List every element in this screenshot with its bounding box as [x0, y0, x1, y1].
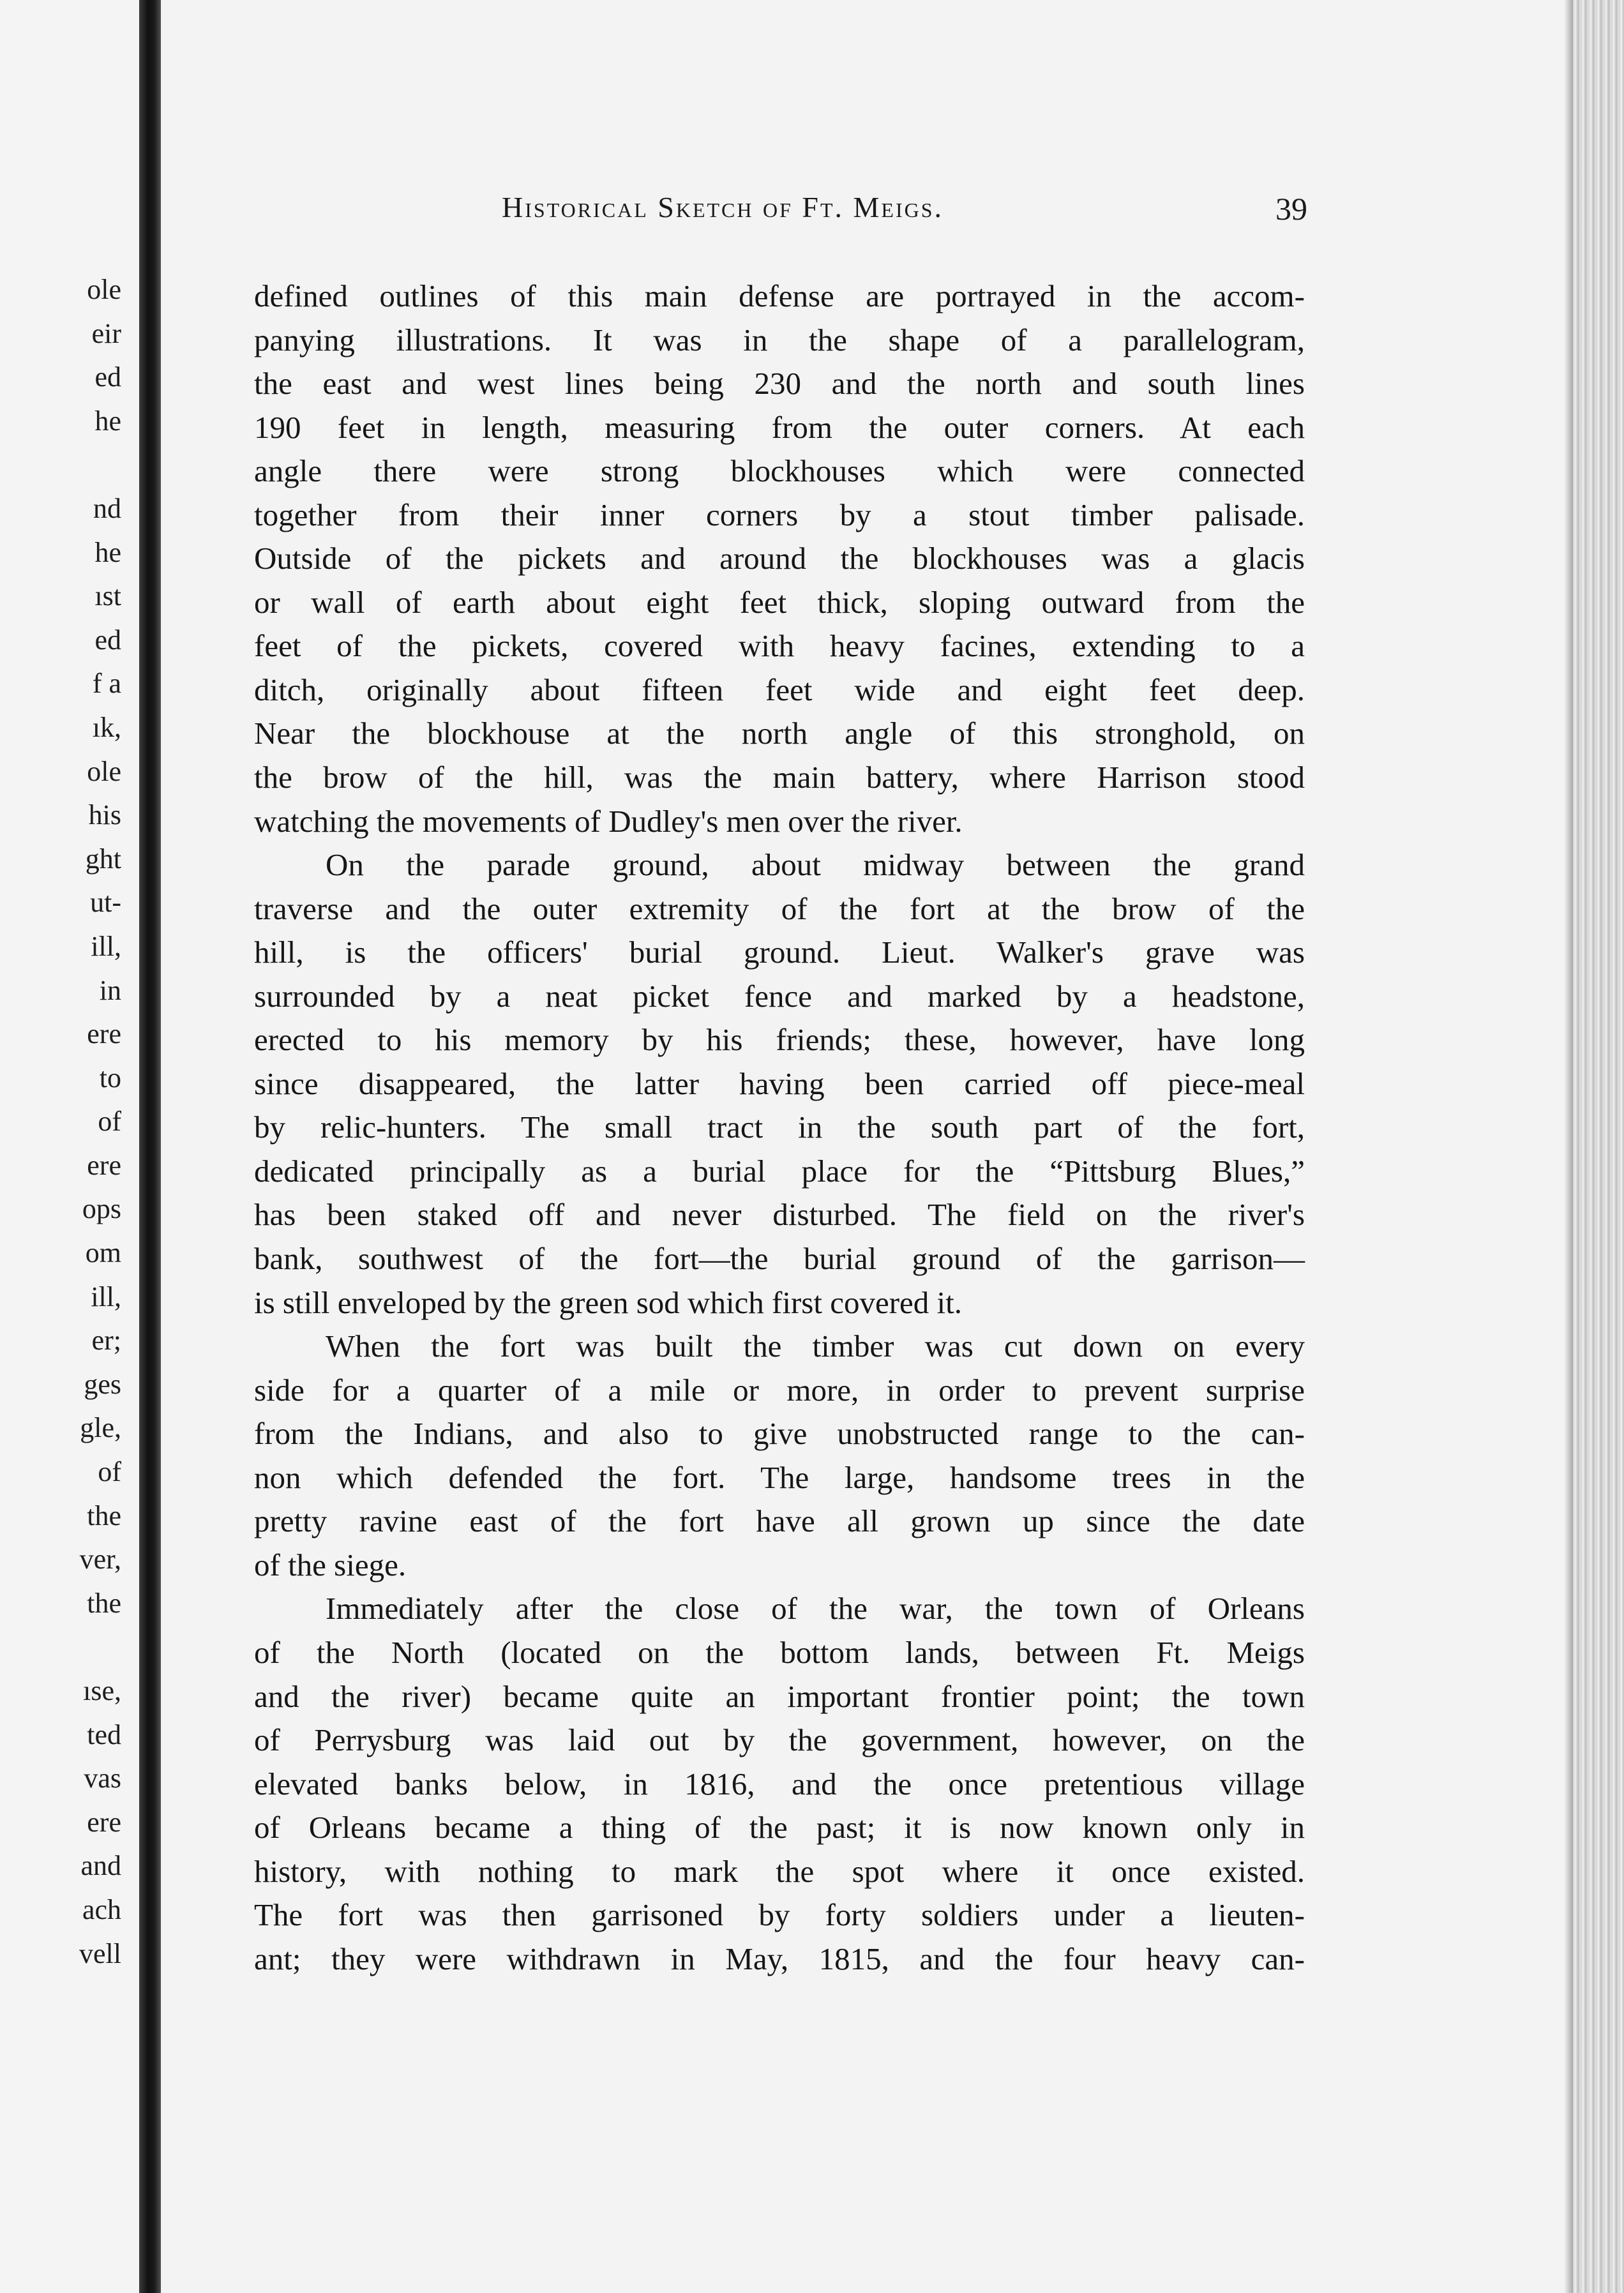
text-line: the east and west lines being 230 and the north and south lines	[254, 366, 1305, 402]
text-line: from the Indians, and also to give unobstructed range to the can-	[254, 1416, 1305, 1452]
text-line: ant; they were withdrawn in May, 1815, and the four heavy can-	[254, 1941, 1305, 1976]
facing-page-fragment: ach	[82, 1893, 121, 1925]
text-line: Outside of the pickets and around the blockhouses was a glacis	[254, 541, 1305, 576]
facing-page-fragment: f a	[92, 668, 121, 700]
body-text	[254, 274, 1305, 1981]
text-line: history, with nothing to mark the spot where it once existed.	[254, 1853, 1305, 1889]
facing-page-fragment: ill,	[91, 930, 121, 962]
book-gutter	[139, 0, 161, 2293]
text-line: Immediately after the close of the war, the town of Orleans	[326, 1591, 1305, 1627]
facing-page-fragment: of	[98, 1106, 121, 1138]
facing-page-fragment: gle,	[80, 1412, 121, 1444]
facing-page-fragment: he	[94, 405, 121, 437]
text-line: watching the movements of Dudley's men over the river.	[254, 803, 963, 839]
facing-page-fragment: ole	[87, 755, 121, 787]
facing-page-fragment: ops	[82, 1193, 121, 1225]
text-line: since disappeared, the latter having been carried off piece-meal	[254, 1065, 1305, 1101]
facing-page-fragment: ed	[94, 361, 121, 393]
text-line: surrounded by a neat picket fence and marked by a headstone,	[254, 978, 1305, 1014]
facing-page-fragment: ere	[87, 1806, 121, 1838]
text-line: traverse and the outer extremity of the fort at the brow of the	[254, 891, 1305, 926]
text-line: non which defended the fort. The large, handsome trees in the	[254, 1459, 1305, 1495]
text-line: of the siege.	[254, 1547, 407, 1583]
facing-page-fragment	[0, 1625, 121, 1669]
facing-page-fragment: the	[87, 1500, 121, 1531]
facing-page-fragment: ges	[84, 1368, 121, 1400]
text-line: elevated banks below, in 1816, and the once pretentious village	[254, 1766, 1305, 1801]
facing-page-fragment: and	[80, 1850, 121, 1882]
text-line: angle there were strong blockhouses which were connected	[254, 453, 1305, 489]
text-line: is still enveloped by the green sod which first covered it.	[254, 1284, 963, 1320]
page-number: 39	[1275, 191, 1307, 227]
text-line: hill, is the officers' burial ground. Lieut. Walker's grave was	[254, 935, 1305, 970]
facing-page-fragment: ut-	[90, 887, 121, 919]
facing-page-fragment: eir	[91, 317, 121, 349]
text-line: by relic-hunters. The small tract in the south part of the fort,	[254, 1109, 1305, 1145]
facing-page-fragment: nd	[93, 492, 121, 524]
text-line: Near the blockhouse at the north angle of this stronghold, on	[254, 716, 1305, 751]
facing-page-fragment: ght	[85, 843, 121, 875]
text-line: The fort was then garrisoned by forty soldiers under a lieuten-	[254, 1897, 1305, 1933]
text-line: and the river) became quite an important frontier point; the town	[254, 1678, 1305, 1714]
text-line: of Orleans became a thing of the past; it is now known only in	[254, 1810, 1305, 1846]
text-line: the brow of the hill, was the main battery, where Harrison stood	[254, 760, 1305, 795]
text-line: side for a quarter of a mile or more, in order to prevent surprise	[254, 1372, 1305, 1408]
text-line: of Perrysburg was laid out by the government, however, on the	[254, 1722, 1305, 1758]
text-line: panying illustrations. It was in the shape of a parallelogram,	[254, 322, 1305, 357]
facing-page-fragment: the	[87, 1587, 121, 1619]
running-head: Historical Sketch of Ft. Meigs.	[502, 191, 944, 223]
text-line: On the parade ground, about midway between the grand	[326, 847, 1305, 883]
facing-page-fragment: ere	[87, 1018, 121, 1050]
facing-page-fragment: om	[85, 1237, 121, 1269]
facing-page-fragment: his	[88, 799, 121, 831]
facing-page-fragment: ver,	[79, 1544, 121, 1575]
facing-page-fragment: ık,	[92, 711, 121, 743]
facing-page-fragment: ıse,	[83, 1675, 121, 1706]
text-line: bank, southwest of the fort—the burial ground of the garrison—	[254, 1241, 1305, 1277]
facing-page-fragment: ole	[87, 274, 121, 305]
text-line: of the North (located on the bottom lands, between Ft. Meigs	[254, 1634, 1305, 1670]
facing-page-fragment: ed	[94, 624, 121, 656]
text-line: When the fort was built the timber was cut down on every	[326, 1328, 1305, 1364]
facing-page-fragment: er;	[91, 1325, 121, 1357]
facing-page-fragment: in	[99, 974, 121, 1006]
text-line: or wall of earth about eight feet thick, sloping outward from the	[254, 584, 1305, 620]
facing-page-fragment: ıst	[94, 580, 121, 612]
facing-page-fragment: ere	[87, 1149, 121, 1181]
text-line: together from their inner corners by a stout timber palisade.	[254, 497, 1305, 532]
text-line: dedicated principally as a burial place for the “Pittsburg Blues,”	[254, 1153, 1305, 1189]
facing-page	[0, 0, 140, 2293]
facing-page-fragment: ted	[87, 1718, 121, 1750]
facing-page-fragment: he	[94, 536, 121, 568]
facing-page-fragment: of	[98, 1456, 121, 1488]
facing-page-fragment: vas	[84, 1763, 121, 1794]
facing-page-fragment: vell	[79, 1937, 121, 1969]
text-line: erected to his memory by his friends; these, however, have long	[254, 1022, 1305, 1058]
text-line: feet of the pickets, covered with heavy facines, extending to a	[254, 628, 1305, 664]
page-stack-edge	[1573, 0, 1624, 2293]
facing-page-text-fragments	[0, 268, 121, 1976]
facing-page-fragment: ill,	[91, 1281, 121, 1312]
text-line: has been staked off and never disturbed. The field on the river's	[254, 1197, 1305, 1233]
facing-page-fragment	[0, 443, 121, 487]
text-line: ditch, originally about fifteen feet wide and eight feet deep.	[254, 672, 1305, 707]
text-line: defined outlines of this main defense are portrayed in the accom-	[254, 278, 1305, 313]
facing-page-fragment: to	[99, 1062, 121, 1094]
text-line: 190 feet in length, measuring from the outer corners. At each	[254, 409, 1305, 445]
text-line: pretty ravine east of the fort have all grown up since the date	[254, 1503, 1305, 1539]
